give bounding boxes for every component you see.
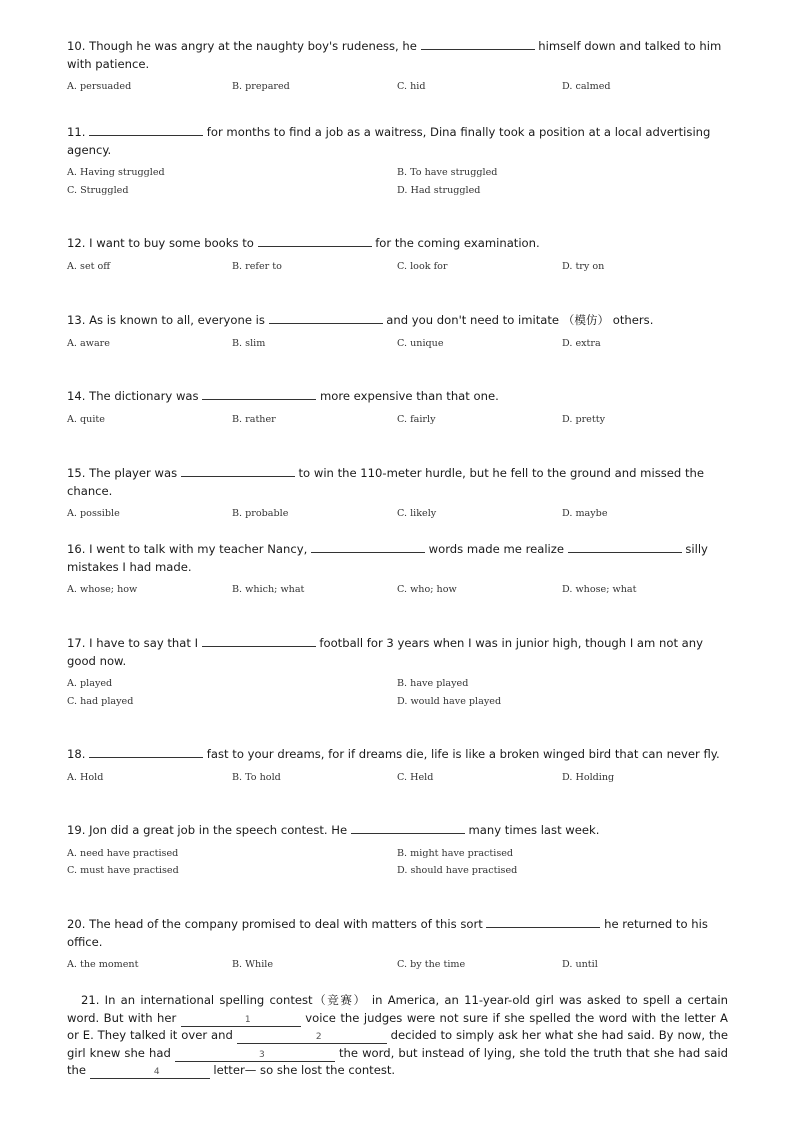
option-d[interactable]: D. try on: [562, 260, 605, 272]
option-a[interactable]: A. persuaded: [67, 81, 132, 92]
option-c[interactable]: C. hid: [397, 81, 426, 92]
option-b[interactable]: B. refer to: [232, 260, 282, 272]
cloze-blank-1[interactable]: 1: [181, 1015, 301, 1027]
option-a[interactable]: A. whose; how: [67, 584, 138, 595]
question-18: [67, 746, 727, 786]
option-c[interactable]: C. by the time: [397, 959, 466, 970]
option-d[interactable]: D. whose; what: [562, 584, 637, 595]
option-a[interactable]: A. set off: [67, 260, 111, 272]
question-stem: 20. The head of the company promised to deal with matters of this sort he returned to his office.: [67, 917, 708, 949]
option-b[interactable]: B. To hold: [232, 771, 281, 783]
option-c[interactable]: C. unique: [397, 337, 444, 349]
question-14: [67, 388, 727, 428]
options: [67, 258, 727, 276]
question-12: [67, 235, 727, 275]
question-15: [67, 465, 727, 523]
options: [67, 164, 727, 199]
option-d[interactable]: D. extra: [562, 337, 601, 349]
option-b[interactable]: B. which; what: [232, 584, 305, 595]
options: [67, 769, 727, 787]
option-c[interactable]: C. look for: [397, 260, 448, 272]
cloze-blank-2[interactable]: 2: [237, 1032, 387, 1044]
option-a[interactable]: A. Hold: [67, 771, 104, 783]
option-d[interactable]: D. Had struggled: [397, 184, 481, 196]
question-stem: 17. I have to say that I football for 3 years when I was in junior high, though I am not any good now.: [67, 636, 703, 668]
options: [67, 956, 727, 974]
option-b[interactable]: B. slim: [232, 337, 266, 349]
option-a[interactable]: A. aware: [67, 337, 110, 349]
question-stem: 10. Though he was angry at the naughty boy's rudeness, he himself down and talked to him with patience.: [67, 39, 722, 71]
answer-blank[interactable]: [89, 746, 203, 758]
question-stem: 12. I want to buy some books to for the coming examination.: [67, 236, 540, 250]
option-b[interactable]: B. prepared: [232, 81, 290, 92]
option-d[interactable]: D. would have played: [397, 695, 502, 707]
option-b[interactable]: B. rather: [232, 413, 276, 425]
option-d[interactable]: D. pretty: [562, 413, 605, 425]
cloze-blank-3[interactable]: 3: [175, 1050, 335, 1062]
option-d[interactable]: D. maybe: [562, 508, 608, 519]
option-a[interactable]: A. the moment: [67, 959, 139, 970]
options: [67, 675, 727, 710]
answer-blank[interactable]: [421, 38, 535, 50]
option-a[interactable]: A. quite: [67, 413, 105, 425]
question-13: [67, 312, 727, 352]
options: [67, 78, 727, 96]
option-b[interactable]: B. have played: [397, 678, 469, 689]
option-b[interactable]: B. To have struggled: [397, 167, 498, 178]
answer-blank[interactable]: [258, 235, 372, 247]
cloze-passage: 21. In an international spelling contest（竞赛） in America, an 11-year-old girl was asked to spell a certain word. But with her 1 voice the judges were not sure if she spelled the word with the letter A or E. They talked it over and 2 decided to simply ask her what she had said. By now, the girl knew she had 3 the word, but instead of lying, she told the truth that she had said the 4 letter— so she lost the contest.: [67, 993, 728, 1077]
option-d[interactable]: D. Holding: [562, 771, 615, 783]
option-b[interactable]: B. might have practised: [397, 847, 514, 859]
answer-blank[interactable]: [181, 465, 295, 477]
options: [67, 411, 727, 429]
question-stem: 14. The dictionary was more expensive than that one.: [67, 389, 499, 403]
question-16: [67, 541, 727, 599]
option-d[interactable]: D. until: [562, 959, 598, 970]
option-a[interactable]: A. possible: [67, 508, 120, 519]
answer-blank[interactable]: [202, 635, 316, 647]
answer-blank[interactable]: [202, 388, 316, 400]
option-c[interactable]: C. Struggled: [67, 184, 129, 196]
question-stem: 13. As is known to all, everyone is and you don't need to imitate （模仿） others.: [67, 313, 654, 327]
option-a[interactable]: A. Having struggled: [67, 167, 165, 178]
option-a[interactable]: A. need have practised: [67, 847, 179, 859]
option-d[interactable]: D. calmed: [562, 81, 611, 92]
question-10: [67, 38, 727, 96]
option-b[interactable]: B. While: [232, 959, 274, 970]
option-c[interactable]: C. Held: [397, 771, 434, 783]
option-c[interactable]: C. who; how: [397, 584, 457, 595]
question-stem: 11. for months to find a job as a waitress, Dina finally took a position at a local advertising agency.: [67, 125, 711, 157]
options: [67, 335, 727, 353]
option-d[interactable]: D. should have practised: [397, 865, 518, 876]
option-a[interactable]: A. played: [67, 678, 113, 689]
option-c[interactable]: C. fairly: [397, 413, 436, 425]
options: [67, 505, 727, 523]
question-stem: 15. The player was to win the 110-meter hurdle, but he fell to the ground and missed the chance.: [67, 466, 704, 498]
option-b[interactable]: B. probable: [232, 508, 289, 519]
question-20: [67, 916, 727, 974]
question-11: [67, 124, 727, 199]
options: [67, 845, 727, 880]
answer-blank[interactable]: [568, 541, 682, 553]
answer-blank[interactable]: [351, 822, 465, 834]
question-17: [67, 635, 727, 710]
question-stem: 19. Jon did a great job in the speech contest. He many times last week.: [67, 823, 600, 837]
answer-blank[interactable]: [269, 312, 383, 324]
question-stem: 16. I went to talk with my teacher Nancy, words made me realize silly mistakes I had made.: [67, 542, 708, 574]
answer-blank[interactable]: [89, 124, 203, 136]
option-c[interactable]: C. must have practised: [67, 865, 179, 876]
option-c[interactable]: C. likely: [397, 508, 437, 519]
answer-blank[interactable]: [311, 541, 425, 553]
cloze-blank-4[interactable]: 4: [90, 1067, 210, 1079]
answer-blank[interactable]: [486, 916, 600, 928]
options: [67, 581, 727, 599]
option-c[interactable]: C. had played: [67, 695, 134, 707]
question-19: [67, 822, 727, 880]
question-stem: 18. fast to your dreams, for if dreams die, life is like a broken winged bird that can never fly.: [67, 747, 720, 761]
